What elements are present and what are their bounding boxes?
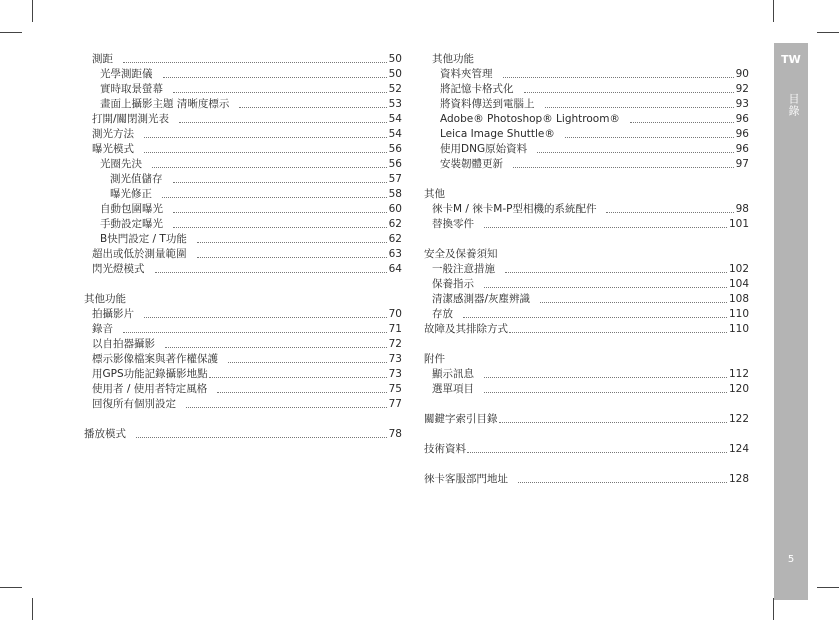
toc-entry-label: 安裝韌體更新	[440, 158, 503, 170]
dot-leader	[173, 92, 387, 93]
dot-leader	[484, 287, 727, 288]
dot-leader	[484, 392, 727, 393]
toc-entry[interactable]	[84, 232, 402, 247]
toc-entry[interactable]	[84, 142, 402, 157]
toc-entry-label: 手動設定曝光	[100, 218, 163, 230]
toc-page-number: 56	[388, 143, 402, 155]
toc-entry-label: 其他	[424, 188, 445, 200]
toc-page-number: 75	[388, 383, 402, 395]
toc-entry[interactable]	[84, 397, 402, 412]
crop-mark	[817, 587, 839, 588]
toc-entry-label: 將記憶卡格式化	[440, 83, 514, 95]
toc-entry[interactable]	[424, 292, 749, 307]
toc-page-number: 70	[388, 308, 402, 320]
crop-mark	[0, 587, 22, 588]
toc-entry-label: Leica Image Shuttle®	[440, 128, 555, 140]
toc-page-number: 78	[388, 428, 402, 440]
dot-leader	[606, 212, 733, 213]
toc-page-number: 122	[728, 413, 749, 425]
toc-entry-label: 用GPS功能記錄攝影地點	[92, 368, 208, 380]
crop-mark	[773, 0, 774, 22]
toc-entry[interactable]	[84, 112, 402, 127]
toc-entry-label: 測光值儲存	[110, 173, 163, 185]
toc-entry-label: 曝光模式	[92, 143, 134, 155]
toc-page-number: 56	[388, 158, 402, 170]
dot-leader	[217, 392, 386, 393]
toc-entry[interactable]	[84, 262, 402, 277]
toc-entry-label: 標示影像檔案與著作權保護	[92, 353, 218, 365]
toc-entry-label: 打開/關閉測光表	[92, 113, 170, 125]
toc-entry[interactable]	[424, 67, 749, 82]
dot-leader	[197, 242, 387, 243]
toc-entry[interactable]	[424, 367, 749, 382]
toc-page-number: 53	[388, 98, 402, 110]
dot-leader	[144, 317, 387, 318]
toc-entry-label: 光圈先決	[100, 158, 142, 170]
toc-page-number: 60	[388, 203, 402, 215]
spacer	[424, 427, 749, 442]
toc-entry[interactable]	[424, 277, 749, 292]
toc-page-number: 77	[388, 398, 402, 410]
dot-leader	[484, 377, 727, 378]
dot-leader	[524, 92, 734, 93]
toc-entry-label: 其他功能	[432, 53, 474, 65]
dot-leader	[537, 152, 734, 153]
toc-page-number: 110	[728, 323, 749, 335]
dot-leader	[155, 272, 387, 273]
dot-leader	[186, 407, 387, 408]
toc-page-number: 102	[728, 263, 749, 275]
toc-page-number: 101	[728, 218, 749, 230]
toc-entry-label: 實時取景螢幕	[100, 83, 163, 95]
toc-entry[interactable]	[84, 382, 402, 397]
toc-entry-label: 清潔感測器/灰塵辨識	[432, 293, 531, 305]
toc-entry-label: 替換零件	[432, 218, 474, 230]
toc-entry-label: 測光方法	[92, 128, 134, 140]
toc-entry-label: 安全及保養須知	[424, 248, 498, 260]
toc-page-number: 96	[735, 113, 749, 125]
section-label: 目錄	[787, 93, 800, 117]
dot-leader	[179, 122, 387, 123]
dot-leader	[518, 482, 727, 483]
toc-entry[interactable]	[424, 472, 749, 487]
toc-entry[interactable]	[424, 382, 749, 397]
toc-entry-label: Adobe® Photoshop® Lightroom®	[440, 113, 620, 125]
dot-leader	[499, 422, 727, 423]
dot-leader	[123, 62, 387, 63]
toc-entry[interactable]	[424, 127, 749, 142]
dot-leader	[509, 332, 727, 333]
toc-entry[interactable]	[424, 202, 749, 217]
dot-leader	[144, 152, 387, 153]
toc-entry-label: 畫面上攝影主題 清晰度標示	[100, 98, 230, 110]
toc-entry-label: 拍攝影片	[92, 308, 134, 320]
toc-page-number: 92	[735, 83, 749, 95]
toc-page-number: 124	[728, 443, 749, 455]
toc-entry-label: 一般注意措施	[432, 263, 495, 275]
spacer	[424, 397, 749, 412]
dot-leader	[173, 212, 387, 213]
dot-leader	[545, 107, 734, 108]
toc-entry-label: 關鍵字索引目錄	[424, 413, 498, 425]
toc-entry[interactable]	[84, 52, 402, 67]
dot-leader	[630, 122, 734, 123]
toc-page-number: 73	[388, 353, 402, 365]
crop-mark	[32, 598, 33, 620]
language-label: TW	[781, 53, 801, 66]
toc-entry-label: 回復所有個別設定	[92, 398, 176, 410]
toc-entry[interactable]	[84, 97, 402, 112]
toc-page-number: 64	[388, 263, 402, 275]
crop-mark	[32, 0, 33, 22]
dot-leader	[173, 227, 387, 228]
toc-entry-label: 使用者 / 使用者特定風格	[92, 383, 208, 395]
toc-page-number: 73	[388, 368, 402, 380]
toc-entry-label: 故障及其排除方式	[424, 323, 508, 335]
toc-heading	[424, 352, 749, 367]
toc-page-number: 96	[735, 143, 749, 155]
toc-entry-label: 顯示訊息	[432, 368, 474, 380]
toc-entry-label: 播放模式	[84, 428, 126, 440]
toc-right-column	[424, 52, 749, 487]
dot-leader	[165, 347, 387, 348]
toc-page-number: 62	[388, 218, 402, 230]
dot-leader	[239, 107, 386, 108]
toc-page-number: 54	[388, 128, 402, 140]
toc-page-number: 112	[728, 368, 749, 380]
toc-entry[interactable]	[424, 412, 749, 427]
toc-page-number: 96	[735, 128, 749, 140]
toc-page-number: 57	[388, 173, 402, 185]
spacer	[84, 412, 402, 427]
toc-entry-label: 其他功能	[84, 293, 126, 305]
spacer	[424, 457, 749, 472]
dot-leader	[173, 182, 387, 183]
toc-page-number: 120	[728, 383, 749, 395]
toc-entry-label: B快門設定 / T功能	[100, 233, 187, 245]
toc-entry-label: 資料夾管理	[440, 68, 493, 80]
toc-entry-label: 測距	[92, 53, 113, 65]
crop-mark	[773, 598, 774, 620]
side-tab	[774, 43, 808, 600]
dot-leader	[162, 197, 387, 198]
toc-entry[interactable]	[424, 112, 749, 127]
dot-leader	[540, 302, 727, 303]
toc-entry[interactable]	[84, 247, 402, 262]
page-number: 5	[787, 554, 795, 565]
dot-leader	[565, 137, 734, 138]
toc-page-number: 50	[388, 68, 402, 80]
dot-leader	[136, 437, 387, 438]
toc-entry[interactable]	[84, 67, 402, 82]
toc-entry[interactable]	[84, 322, 402, 337]
toc-entry[interactable]	[84, 157, 402, 172]
toc-entry-label: 自動包圍曝光	[100, 203, 163, 215]
dot-leader	[503, 77, 734, 78]
toc-page-number: 97	[735, 158, 749, 170]
toc-entry[interactable]	[84, 172, 402, 187]
toc-entry[interactable]	[84, 187, 402, 202]
dot-leader	[123, 332, 387, 333]
toc-page-number: 72	[388, 338, 402, 350]
spacer	[424, 337, 749, 352]
dot-leader	[144, 137, 387, 138]
dot-leader	[505, 272, 727, 273]
toc-entry[interactable]	[424, 217, 749, 232]
dot-leader	[484, 227, 727, 228]
toc-entry-label: 附件	[424, 353, 445, 365]
toc-entry[interactable]	[424, 307, 749, 322]
toc-page-number: 63	[388, 248, 402, 260]
toc-entry[interactable]	[424, 322, 749, 337]
spacer	[84, 277, 402, 292]
toc-entry[interactable]	[84, 367, 402, 382]
toc-page-number: 104	[728, 278, 749, 290]
toc-page-number: 93	[735, 98, 749, 110]
toc-entry-label: 曝光修正	[110, 188, 152, 200]
toc-entry-label: 存放	[432, 308, 453, 320]
crop-mark	[0, 32, 22, 33]
spacer	[424, 172, 749, 187]
toc-entry-label: 保養指示	[432, 278, 474, 290]
toc-entry-label: 使用DNG原始資料	[440, 143, 528, 155]
toc-entry[interactable]	[84, 427, 402, 442]
toc-entry-label: 光學測距儀	[100, 68, 153, 80]
toc-page-number: 110	[728, 308, 749, 320]
toc-page-number: 52	[388, 83, 402, 95]
toc-entry-label: 超出或低於測量範圍	[92, 248, 187, 260]
toc-entry[interactable]	[424, 97, 749, 112]
dot-leader	[209, 377, 387, 378]
toc-page-number: 58	[388, 188, 402, 200]
toc-page-number: 108	[728, 293, 749, 305]
toc-entry-label: 錄音	[92, 323, 113, 335]
dot-leader	[152, 167, 387, 168]
dot-leader	[228, 362, 387, 363]
toc-entry[interactable]	[424, 157, 749, 172]
toc-page-number: 62	[388, 233, 402, 245]
dot-leader	[513, 167, 734, 168]
toc-entry-label: 以自拍器攝影	[92, 338, 155, 350]
toc-entry[interactable]	[84, 82, 402, 97]
toc-entry-label: 徠卡客服部門地址	[424, 473, 508, 485]
toc-entry-label: 技術資料	[424, 443, 466, 455]
toc-entry[interactable]	[424, 82, 749, 97]
dot-leader	[197, 257, 387, 258]
toc-page-number: 54	[388, 113, 402, 125]
toc-page-number: 50	[388, 53, 402, 65]
crop-mark	[817, 32, 839, 33]
toc-entry[interactable]	[84, 202, 402, 217]
toc-entry[interactable]	[84, 307, 402, 322]
spacer	[424, 232, 749, 247]
toc-page-number: 71	[388, 323, 402, 335]
toc-heading	[424, 52, 749, 67]
dot-leader	[467, 452, 727, 453]
toc-entry[interactable]	[424, 442, 749, 457]
toc-entry[interactable]	[84, 127, 402, 142]
toc-entry[interactable]	[424, 262, 749, 277]
toc-left-column	[84, 52, 402, 442]
toc-entry[interactable]	[84, 217, 402, 232]
dot-leader	[163, 77, 387, 78]
toc-heading	[424, 187, 749, 202]
toc-entry[interactable]	[424, 142, 749, 157]
toc-heading	[84, 292, 402, 307]
dot-leader	[463, 317, 727, 318]
toc-page-number: 128	[728, 473, 749, 485]
toc-entry[interactable]	[84, 352, 402, 367]
toc-entry-label: 閃光燈模式	[92, 263, 145, 275]
toc-entry-label: 將資料傳送到電腦上	[440, 98, 535, 110]
toc-entry[interactable]	[84, 337, 402, 352]
toc-heading	[424, 247, 749, 262]
toc-page-number: 98	[735, 203, 749, 215]
toc-page-number: 90	[735, 68, 749, 80]
toc-entry-label: 徠卡M / 徠卡M-P型相機的系統配件	[432, 203, 597, 215]
toc-entry-label: 選單項目	[432, 383, 474, 395]
